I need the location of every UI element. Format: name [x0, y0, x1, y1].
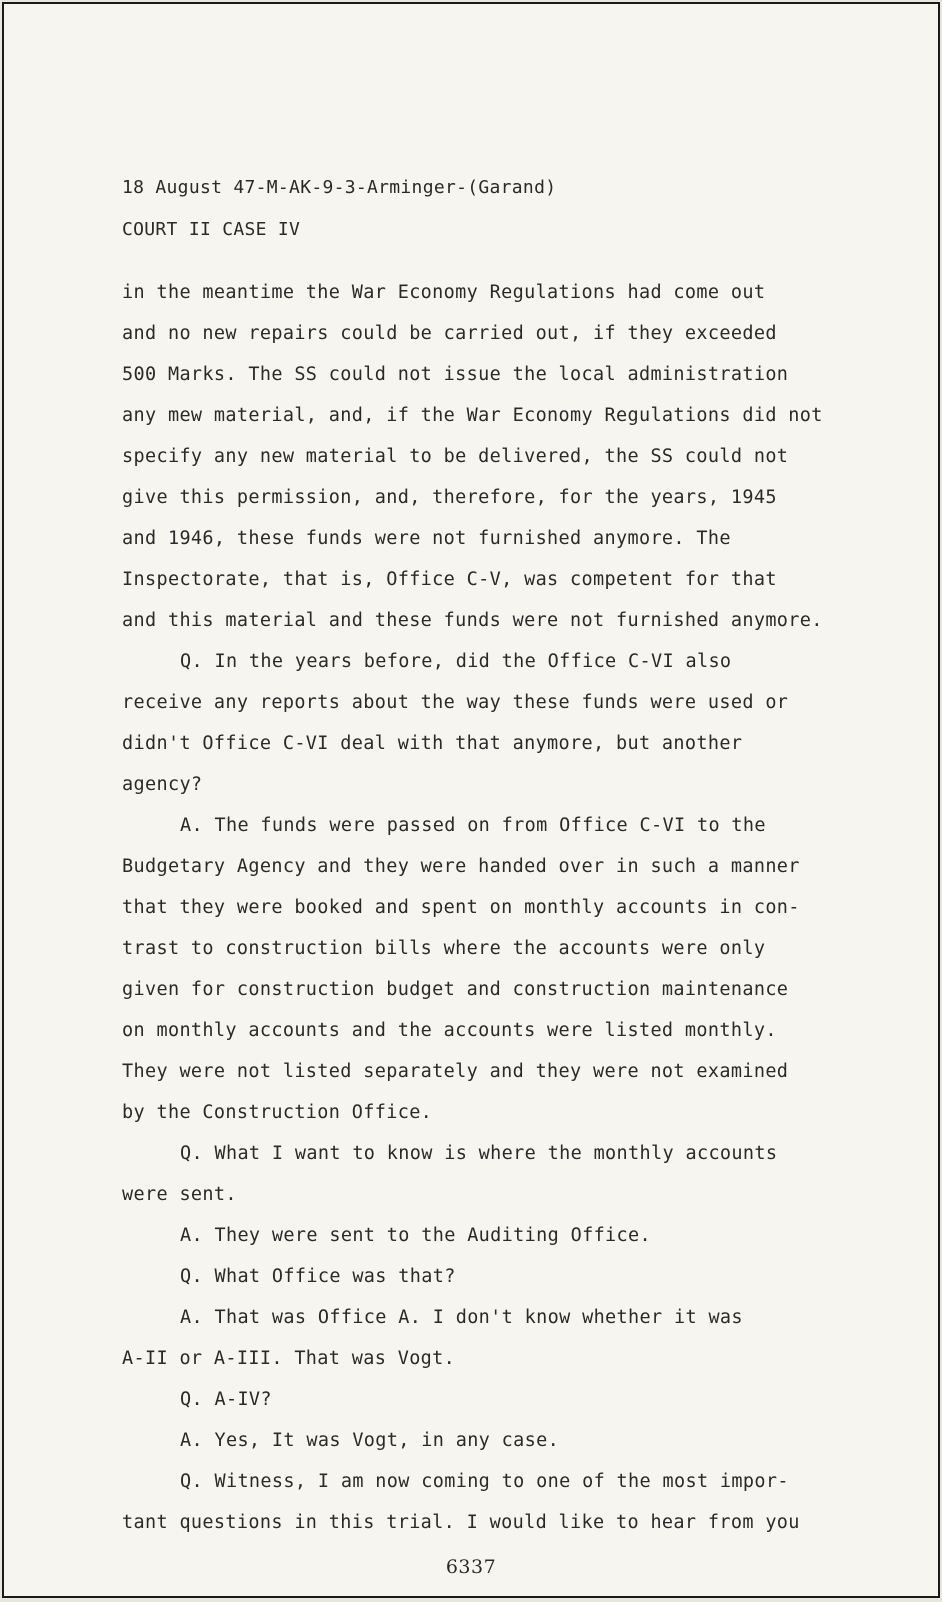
text-line: and 1946, these funds were not furnished anymore. The: [122, 528, 731, 549]
text-line: didn't Office C-VI deal with that anymore, but another: [122, 733, 743, 754]
answer-line: A. The funds were passed on from Office C-VI to the: [180, 815, 766, 836]
text-line: by the Construction Office.: [122, 1102, 433, 1123]
text-line: that they were booked and spent on monthly accounts in con-: [122, 897, 800, 918]
question-line: Q. In the years before, did the Office C-VI also: [180, 651, 732, 672]
text-line: any mew material, and, if the War Economy Regulations did not: [122, 405, 823, 426]
answer-line: A. They were sent to the Auditing Office.: [180, 1225, 652, 1246]
text-line: Inspectorate, that is, Office C-V, was competent for that: [122, 569, 777, 590]
text-line: receive any reports about the way these funds were used or: [122, 692, 789, 713]
document-page: [2, 2, 940, 1598]
text-line: Budgetary Agency and they were handed over in such a manner: [122, 856, 800, 877]
transcript-header-date-line: 18 August 47-M-AK-9-3-Arminger-(Garand): [122, 177, 557, 198]
transcript-body: [122, 272, 902, 1543]
text-line: A-II or A-III. That was Vogt.: [122, 1348, 456, 1369]
text-line: trast to construction bills where the accounts were only: [122, 938, 766, 959]
text-line: tant questions in this trial. I would like to hear from you: [122, 1512, 800, 1533]
text-line: give this permission, and, therefore, for the years, 1945: [122, 487, 777, 508]
answer-line: A. Yes, It was Vogt, in any case.: [180, 1430, 560, 1451]
page-number: 6337: [445, 1556, 497, 1578]
question-line: Q. Witness, I am now coming to one of the most impor-: [180, 1471, 789, 1492]
text-line: They were not listed separately and they were not examined: [122, 1061, 789, 1082]
text-line: 500 Marks. The SS could not issue the local administration: [122, 364, 789, 385]
question-line: Q. What I want to know is where the monthly accounts: [180, 1143, 778, 1164]
text-line: and this material and these funds were not furnished anymore.: [122, 610, 823, 631]
transcript-header-court-line: COURT II CASE IV: [122, 219, 301, 240]
text-line: on monthly accounts and the accounts were listed monthly.: [122, 1020, 777, 1041]
text-line: agency?: [122, 774, 203, 795]
text-line: given for construction budget and construction maintenance: [122, 979, 789, 1000]
text-line: in the meantime the War Economy Regulations had come out: [122, 282, 766, 303]
text-line: and no new repairs could be carried out, if they exceeded: [122, 323, 777, 344]
answer-line: A. That was Office A. I don't know whether it was: [180, 1307, 743, 1328]
text-line: were sent.: [122, 1184, 237, 1205]
text-line: specify any new material to be delivered, the SS could not: [122, 446, 789, 467]
question-line: Q. A-IV?: [180, 1389, 272, 1410]
question-line: Q. What Office was that?: [180, 1266, 456, 1287]
